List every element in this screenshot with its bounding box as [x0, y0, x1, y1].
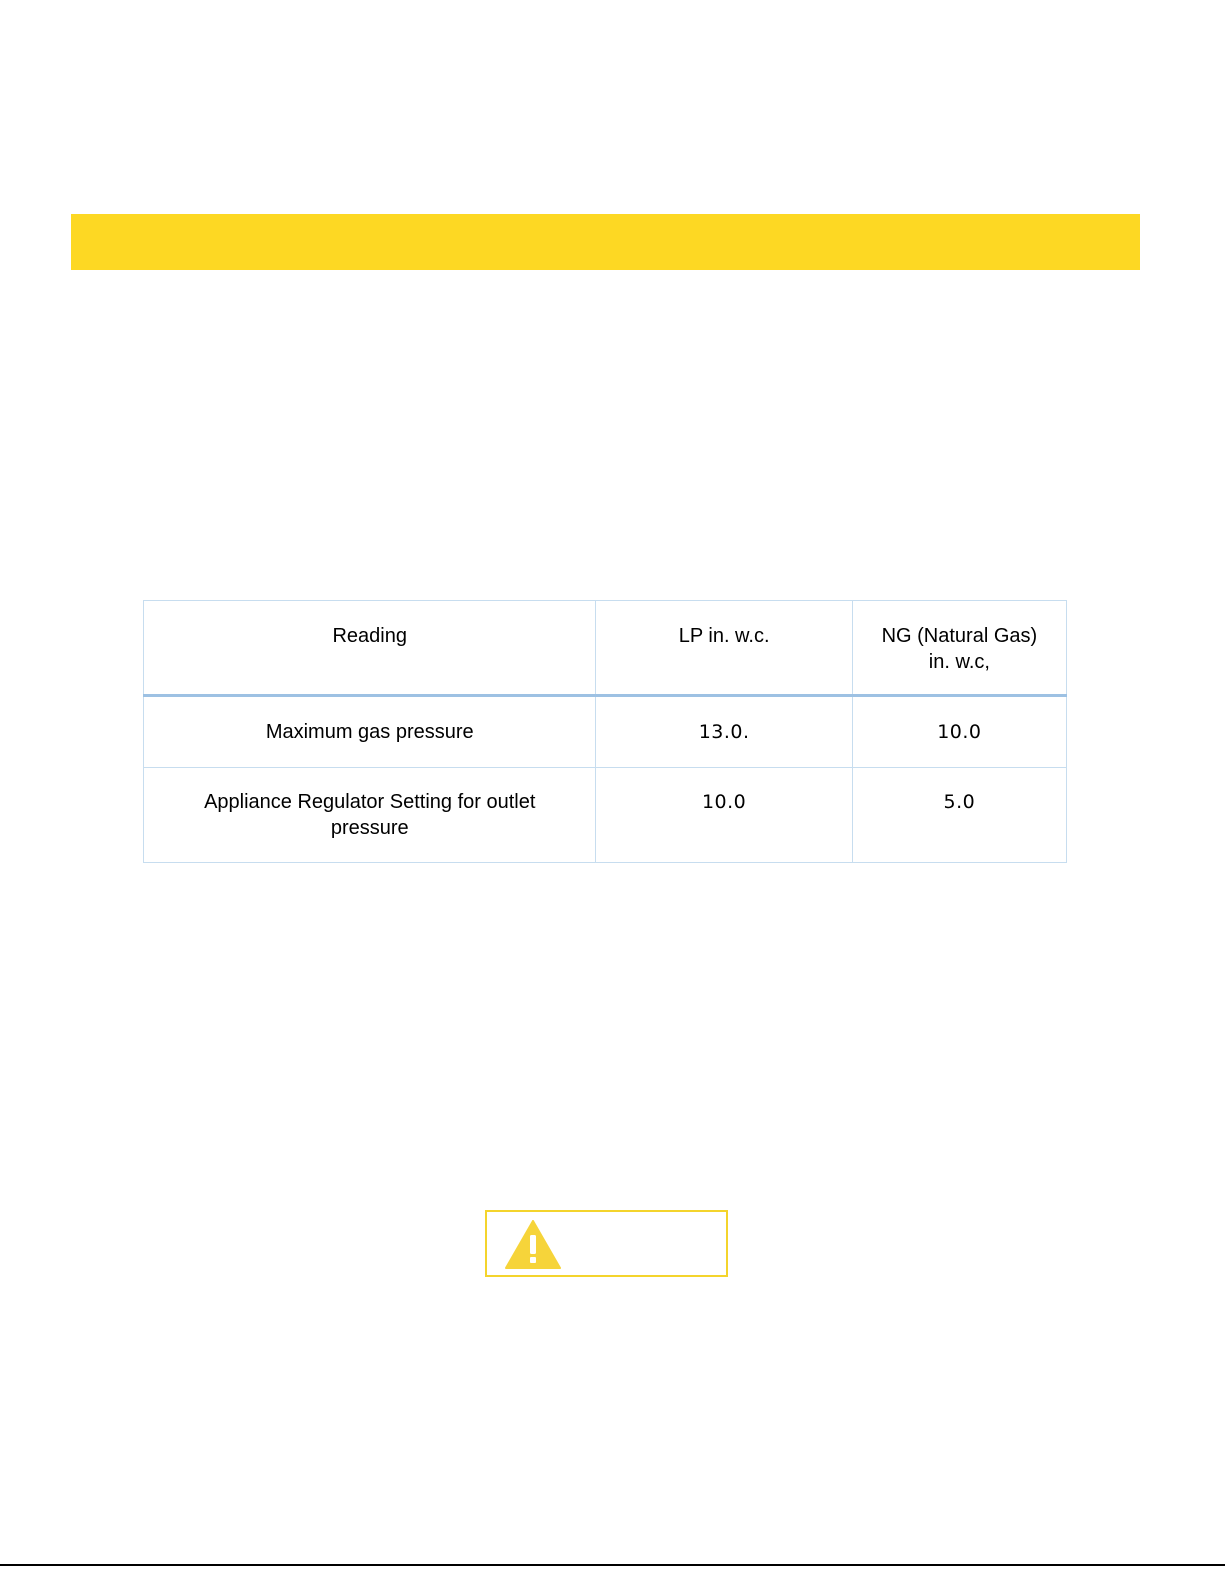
page-bottom-rule [0, 1564, 1225, 1566]
row-reading-label: Maximum gas pressure [144, 696, 596, 768]
row-lp-value: 13.0. [596, 696, 852, 768]
warning-label-box [485, 1210, 728, 1277]
header-lp: LP in. w.c. [596, 601, 852, 696]
row-lp-value: 10.0 [596, 767, 852, 862]
gas-pressure-table [143, 600, 1067, 863]
row-ng-value: 10.0 [852, 696, 1066, 768]
warning-triangle-icon [505, 1220, 561, 1269]
section-header-banner [71, 214, 1140, 270]
table-header-row [144, 601, 1067, 696]
header-ng: NG (Natural Gas) in. w.c, [852, 601, 1066, 696]
row-ng-value: 5.0 [852, 767, 1066, 862]
row-reading-label: Appliance Regulator Setting for outlet pressure [144, 767, 596, 862]
table-row [144, 767, 1067, 862]
header-reading: Reading [144, 601, 596, 696]
table-row [144, 696, 1067, 768]
